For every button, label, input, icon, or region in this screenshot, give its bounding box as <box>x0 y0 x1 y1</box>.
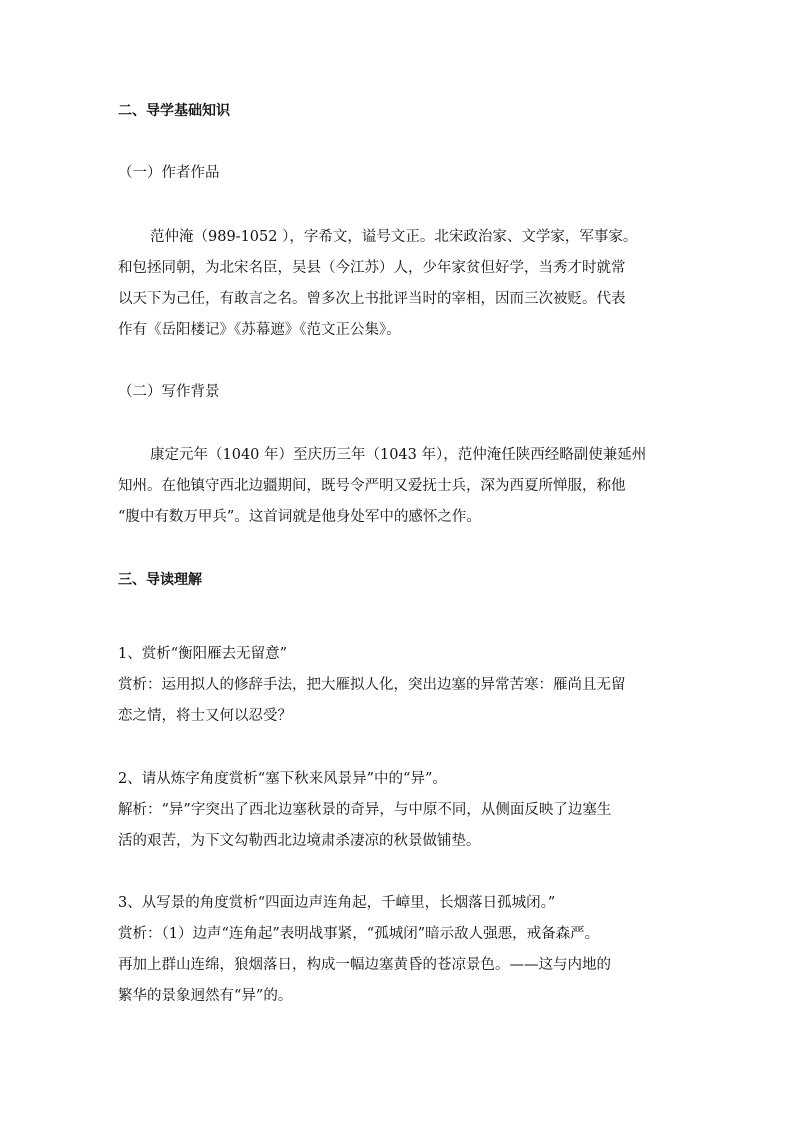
answer-1 <box>118 670 686 732</box>
answer-line: 赏析：（1）边声“连角起”表明战事紧，“孤城闭”暗示敌人强悪，戒备森严。 <box>118 926 600 942</box>
answer-line: 赏析：运用拟人的修辞手法，把大雁拟人化，突出边塞的异常苦寒：雁尚且无留 <box>118 677 626 693</box>
paragraph-line: 以天下为己任，有敢言之名。曾多次上书批评当时的宰相，因而三次被贬。代表 <box>118 291 626 307</box>
answer-line: 繁华的景象迥然有“异”的。 <box>118 988 293 1004</box>
paragraph-background <box>118 440 686 533</box>
paragraph-line: 范仲淹（989-1052 ），字希文，谥号文正。北宋政治家、文学家，军事家。 <box>150 229 638 245</box>
paragraph-line: “腹中有数万甲兵”。这首词就是他身处军中的感怀之作。 <box>118 509 481 525</box>
answer-2 <box>118 795 686 857</box>
answer-line: 恋之情，将士又何以忍受？ <box>118 708 292 724</box>
section-title-3: 三、导读理解 <box>118 572 202 588</box>
subsection-title-background: （二）写作背景 <box>118 384 220 400</box>
answer-line: 解析：“异”字突出了西北边塞秋景的奇异，与中原不同，从侧面反映了边塞生 <box>118 802 612 818</box>
section-title-2: 二、导学基础知识 <box>118 103 230 119</box>
paragraph-line: 作有《岳阳楼记》《苏幕遮》《范文正公集》。 <box>118 322 401 338</box>
answer-line: 活的艰苦，为下文勾勒西北边境肃杀凄凉的秋景做铺垫。 <box>118 833 481 849</box>
answer-line: 再加上群山连绵，狼烟落日，构成一幅边塞黄昏的苍凉景色。——这与内地的 <box>118 957 611 973</box>
subsection-title-author: （一）作者作品 <box>118 165 220 181</box>
question-2: 2、请从炼字角度赏析“塞下秋来风景异”中的“异”。 <box>118 771 447 787</box>
question-3: 3、从写景的角度赏析“四面边声连角起，千嶂里，长烟落日孤城闭。” <box>118 895 556 911</box>
answer-3 <box>118 919 686 1012</box>
paragraph-line: 知州。在他镇守西北边疆期间，既号令严明又爱抚士兵，深为西夏所惮服，称他 <box>118 478 626 494</box>
paragraph-line: 康定元年（1040 年）至庆历三年（1043 年），范仲淹任陕西经略副使兼延州 <box>150 447 647 463</box>
paragraph-author-works <box>118 222 686 346</box>
question-1: 1、赏析“衡阳雁去无留意” <box>118 646 288 662</box>
paragraph-line: 和包拯同朝，为北宋名臣，吴县（今江苏）人，少年家贫但好学，当秀才时就常 <box>118 260 626 276</box>
